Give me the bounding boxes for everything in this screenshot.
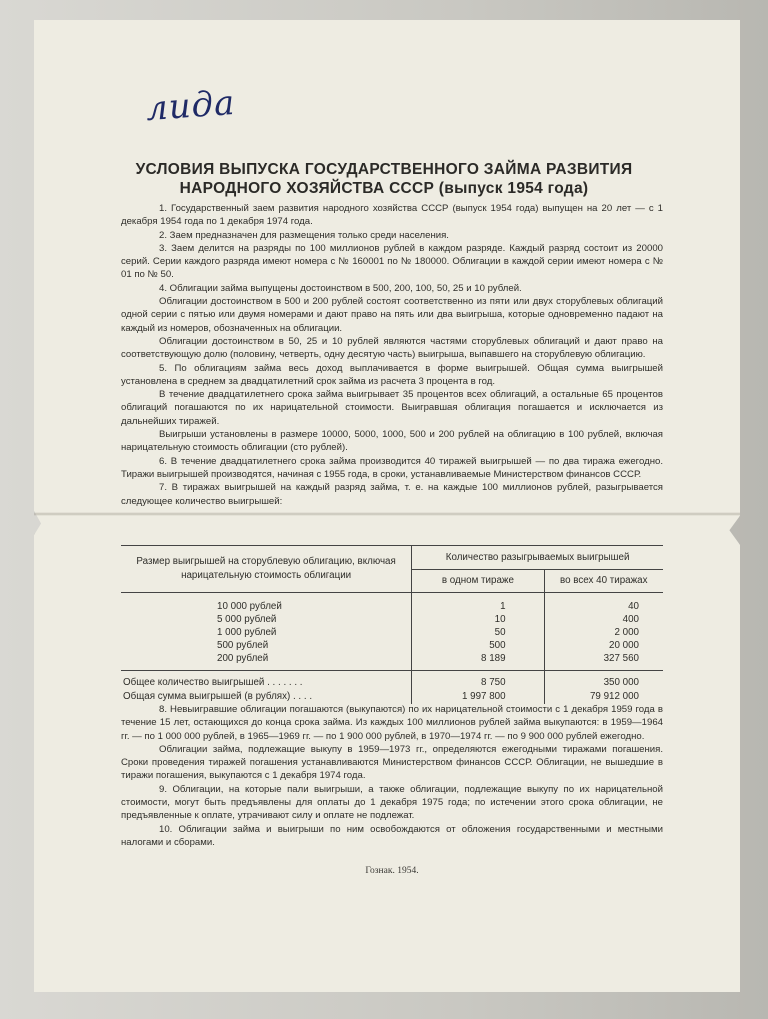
conditions-text-top: [121, 202, 663, 508]
prize-amount: 5 000 рублей: [217, 614, 277, 625]
prize-amount: 1 000 рублей: [217, 627, 277, 638]
total-all-draws: 350 000: [603, 677, 639, 688]
table-header-count: Количество разыгрываемых выигрышей: [412, 546, 663, 570]
table-row: [121, 652, 663, 671]
total-one-draw: 1 997 800: [412, 690, 544, 704]
count-all-draws: 400: [622, 614, 639, 625]
count-one-draw: 50: [412, 626, 544, 639]
table-row: [121, 639, 663, 652]
paragraph: Выигрыши установлены в размере 10000, 5000, 1000, 500 и 200 рублей на облигацию в 100 рублей, включая нарицательную стоимость облигации (сто рублей).: [121, 429, 663, 454]
table-row: [121, 613, 663, 626]
paragraph: Облигации достоинством в 500 и 200 рублей состоят соответственно из пяти или двух сторублевых облигаций одной серии с пятью или двумя номерами и дают право на пять или два выигрыша, которые одновременно падают на каждый из номеров, обозначенных на облигации.: [121, 296, 663, 334]
document-title-line-2: НАРОДНОГО ХОЗЯЙСТВА СССР (выпуск 1954 года): [179, 180, 589, 197]
handwritten-name: лида: [144, 82, 237, 130]
table-header-one-draw: в одном тираже: [412, 569, 544, 593]
total-label: Общее количество выигрышей . . . . . . .: [123, 677, 303, 688]
prize-amount: 200 рублей: [121, 652, 412, 671]
total-all-draws: 79 912 000: [589, 691, 639, 702]
table-row: [121, 593, 663, 614]
table-row: [121, 626, 663, 639]
paragraph: 8. Невыигравшие облигации погашаются (выкупаются) по их нарицательной стоимости с 1 декабря 1959 года в течение 15 лет, остающихся до конца срока займа. Из каждых 100 миллионов рублей займа выкупаются: в 1959—1964 гг. — по 1 000 000 рублей, в 1965—1969 гг. — по 1 900 000 рублей, в 1970—1974 гг. — по 9 900 000 рублей ежегодно.: [121, 704, 663, 742]
table-header-prize-size: Размер выигрышей на сторублевую облигацию, включая нарицательную стоимость облигации: [121, 546, 412, 593]
count-all-draws: 20 000: [609, 640, 639, 651]
paragraph: Облигации займа, подлежащие выкупу в 1959—1973 гг., определяются ежегодными тиражами погашения. Сроки проведения тиражей погашения устанавливаются Министерством финансов СССР. Облигации, не вышедшие в тиражи погашения, выкупаются с 1 декабря 1974 года.: [121, 743, 663, 782]
paragraph: 7. В тиражах выигрышей на каждый разряд займа, т. е. на каждые 100 миллионов рублей, разыгрывается следующее количество выигрышей:: [121, 482, 663, 507]
count-all-draws: 327 560: [544, 652, 663, 671]
table-total-row: [121, 690, 663, 704]
paragraph: 5. По облигациям займа весь доход выплачивается в форме выигрышей. Общая сумма выигрышей установлена в среднем за двадцатилетний срок займа из расчета 3 процента в год.: [121, 362, 663, 387]
document-title-line-1: УСЛОВИЯ ВЫПУСКА ГОСУДАРСТВЕННОГО ЗАЙМА РАЗВИТИЯ: [135, 161, 633, 178]
paragraph: 9. Облигации, на которые пали выигрыши, а также облигации, подлежащие выкупу по их нарицательной стоимости, могут быть предъявлены для оплаты до 1 декабря 1975 года; по истечении этого срока облигации, не предъявленные к оплате, утрачивают силу и оплате не подлежат.: [121, 783, 663, 822]
paragraph: В течение двадцатилетнего срока займа выигрывает 35 процентов всех облигаций, а остальные 65 процентов облигаций погашаются по их нарицательной стоимости. Выигравшая облигация погашается и исключается из дальнейших тиражей.: [121, 389, 663, 427]
paragraph: 1. Государственный заем развития народного хозяйства СССР (выпуск 1954 года) выпущен на 20 лет — с 1 декабря 1954 года по 1 декабря 1974 года.: [121, 203, 663, 228]
table-header-all-draws: во всех 40 тиражах: [544, 569, 663, 593]
total-label: Общая сумма выигрышей (в рублях) . . . .: [123, 691, 313, 702]
printer-mark: Гознак. 1954.: [365, 866, 419, 876]
prize-table: [121, 545, 663, 704]
paragraph: 6. В течение двадцатилетнего срока займа производится 40 тиражей выигрышей — по два тиража ежегодно. Тиражи выигрышей производятся, начиная с 1955 года, в сроки, устанавливаемые Министерством финансов СССР.: [121, 455, 663, 480]
count-all-draws: 40: [628, 601, 639, 612]
count-one-draw: 10: [412, 613, 544, 626]
prize-amount: 10 000 рублей: [217, 601, 282, 612]
total-one-draw: 8 750: [412, 671, 544, 691]
prize-amount: 500 рублей: [217, 640, 269, 651]
paragraph: Облигации достоинством в 50, 25 и 10 рублей являются частями сторублевых облигаций и дают право на соответствующую долю (половину, четверть, одну десятую часть) выигрыша, выпавшего на сторублевую облигацию.: [121, 335, 663, 361]
count-one-draw: 500: [412, 639, 544, 652]
table-total-row: [121, 671, 663, 691]
conditions-text-bottom: [121, 703, 663, 849]
count-one-draw: 1: [412, 593, 544, 614]
fold-crease: [34, 512, 740, 516]
paragraph: 2. Заем предназначен для размещения только среди населения.: [159, 229, 449, 241]
count-one-draw: 8 189: [412, 652, 544, 671]
count-all-draws: 2 000: [614, 627, 639, 638]
paragraph: 10. Облигации займа и выигрыши по ним освобождаются от обложения государственными и местными налогами и сборами.: [121, 823, 663, 848]
paragraph: 4. Облигации займа выпущены достоинством в 500, 200, 100, 50, 25 и 10 рублей.: [159, 282, 522, 294]
paragraph: 3. Заем делится на разряды по 100 миллионов рублей в каждом разряде. Каждый разряд состоит из 20000 серий. Серии каждого разряда имеют номера с № 160001 по № 180000. Облигации в каждой серии имеют номера с № 01 по № 50.: [121, 242, 663, 281]
